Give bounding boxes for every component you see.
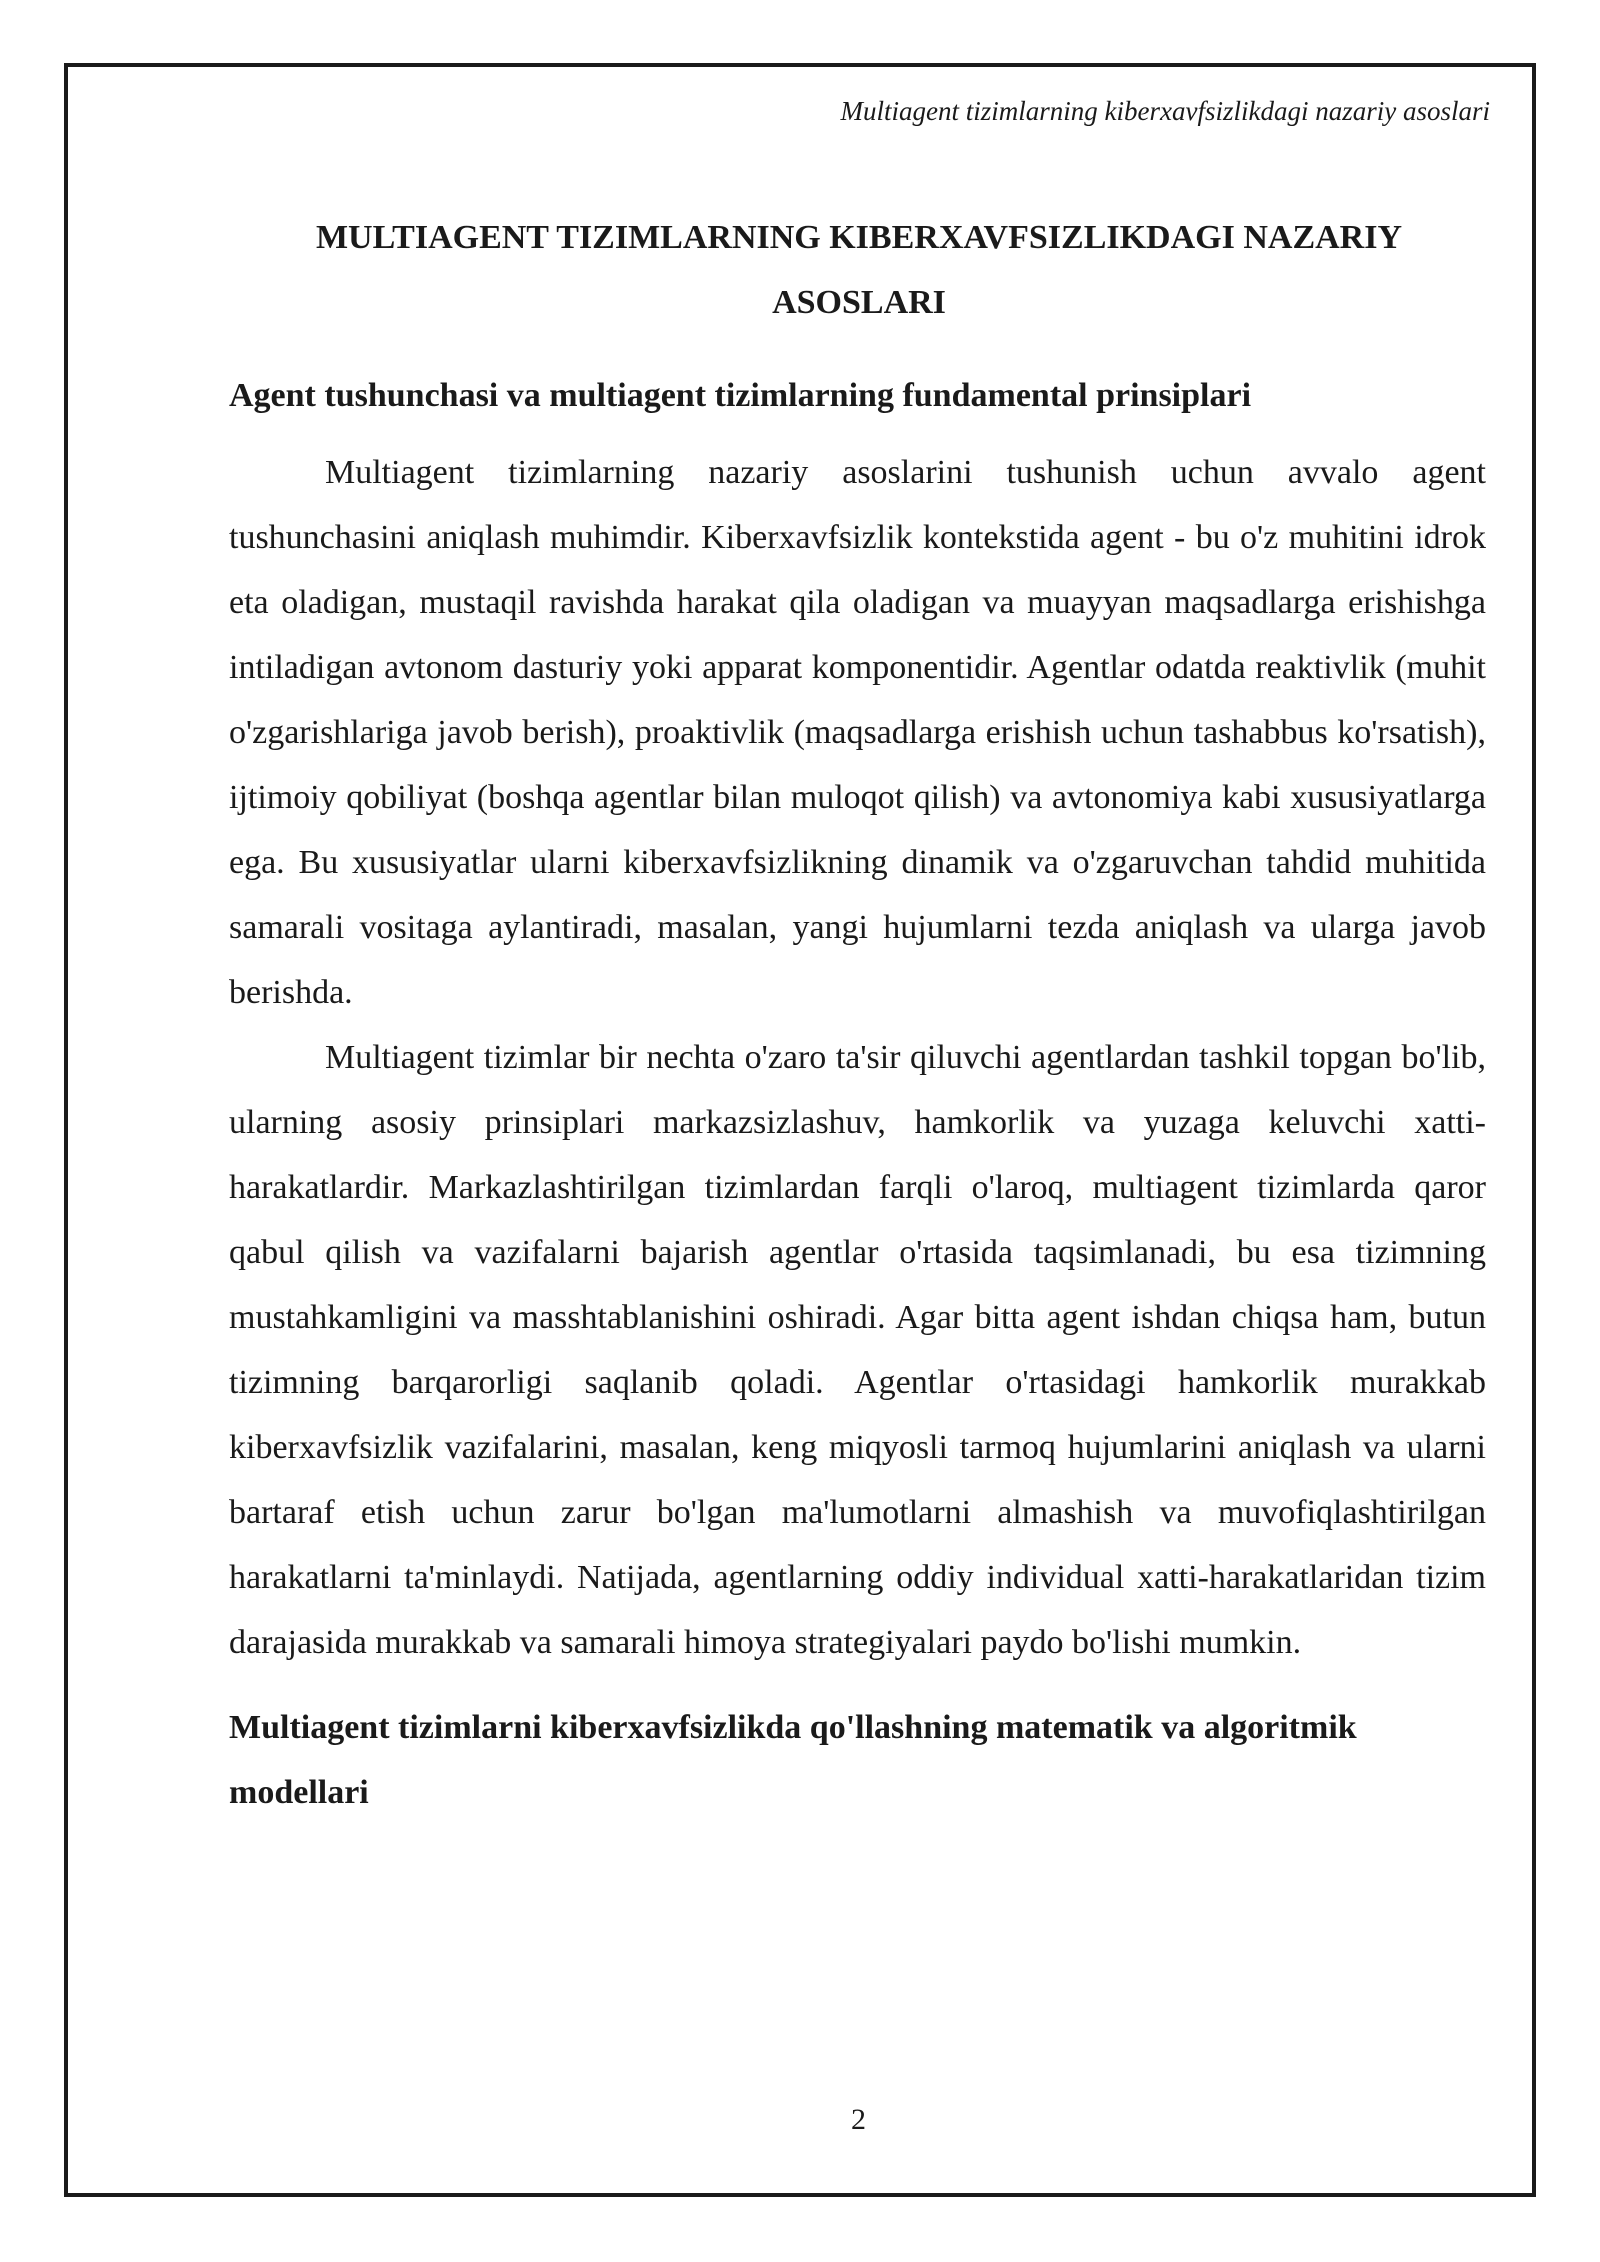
paragraph-agent-definition: Multiagent tizimlarning nazariy asoslarini tushunish uchun avvalo agent tushunchasini aniqlash muhimdir. Kiberxavfsizlik kontekstida agent - bu o'z muhitini idrok eta oladigan, mustaqil ravishda harakat qila oladigan va muayyan maqsadlarga erishishga intiladigan avtonom dasturiy yoki apparat komponentidir. Agentlar odatda reaktivlik (muhit o'zgarishlariga javob berish), proaktivlik (maqsadlarga erishish uchun tashabbus ko'rsatish), ijtimoiy qobiliyat (boshqa agentlar bilan muloqot qilish) va avtonomiya kabi xususiyatlarga ega. Bu xususiyatlar ularni kiberxavfsizlikning dinamik va o'zgaruvchan tahdid muhitida samarali vositaga aylantiradi, masalan, yangi hujumlarni tezda aniqlash va ularga javob berishda. — [229, 454, 1486, 1011]
document-title: MULTIAGENT TIZIMLARNING KIBERXAVFSIZLIKDAGI NAZARIY ASOSLARI — [315, 219, 1403, 321]
paragraph-multiagent-principles: Multiagent tizimlar bir nechta o'zaro ta'sir qiluvchi agentlardan tashkil topgan bo'lib, ularning asosiy prinsiplari markazsizlashuv, hamkorlik va yuzaga keluvchi xatti-harakatlardir. Markazlashtirilgan tizimlardan farqli o'laroq, multiagent tizimlarda qaror qabul qilish va vazifalarni bajarish agentlar o'rtasida taqsimlanadi, bu esa tizimning mustahkamligini va masshtablanishini oshiradi. Agar bitta agent ishdan chiqsa ham, butun tizimning barqarorligi saqlanib qoladi. Agentlar o'rtasidagi hamkorlik murakkab kiberxavfsizlik vazifalarini, masalan, keng miqyosli tarmoq hujumlarini aniqlash va ularni bartaraf etish uchun zarur bo'lgan ma'lumotlarni almashish va muvofiqlashtirilgan harakatlarni ta'minlaydi. Natijada, agentlarning oddiy individual xatti-harakatlaridan tizim darajasida murakkab va samarali himoya strategiyalari paydo bo'lishi mumkin. — [229, 1039, 1486, 1661]
section-heading-agent-concept: Agent tushunchasi va multiagent tizimlarning fundamental prinsiplari — [229, 377, 1252, 414]
section-heading-math-models: Multiagent tizimlarni kiberxavfsizlikda qo'llashning matematik va algoritmik modellari — [229, 1709, 1357, 1811]
page-content — [229, 205, 1486, 1825]
page-number: 2 — [851, 2103, 866, 2136]
running-header: Multiagent tizimlarning kiberxavfsizlikdagi nazariy asoslari — [840, 96, 1490, 126]
